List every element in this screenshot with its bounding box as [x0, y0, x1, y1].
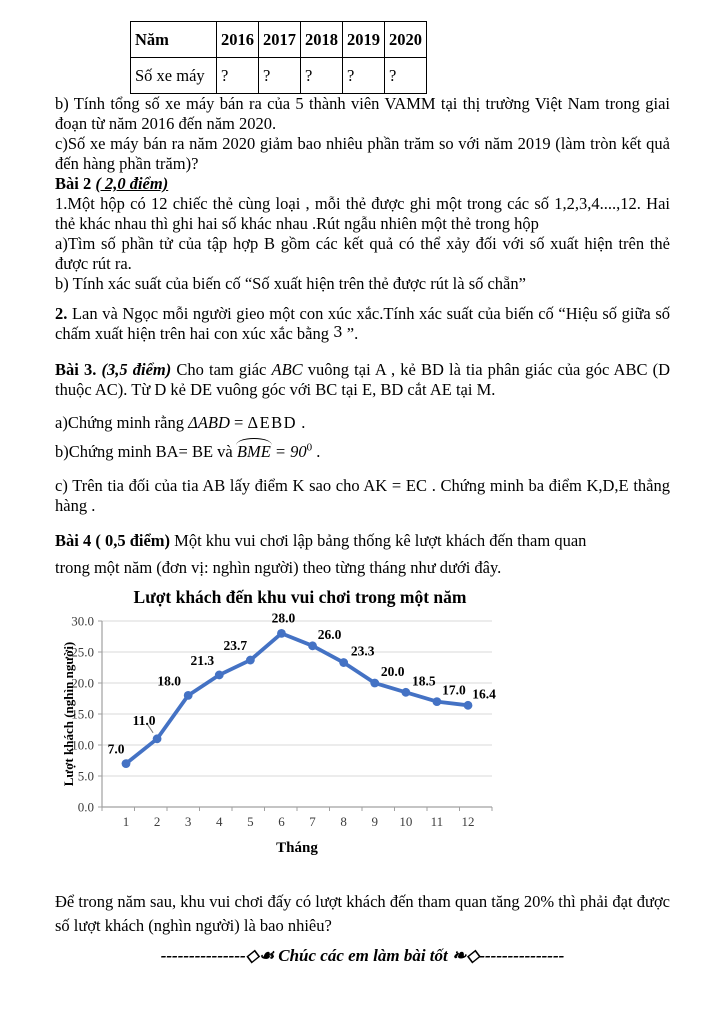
formula-triangle-ebd: ΔEBD — [247, 413, 298, 432]
question-1c-text: c)Số xe máy bán ra năm 2020 giảm bao nhiêu phần trăm so với năm 2019 (làm tròn kết quả đến hàng phần trăm)? — [55, 134, 670, 173]
y-tick-label: 30.0 — [71, 613, 94, 629]
bai3b-text — [55, 442, 670, 462]
data-point — [122, 759, 131, 768]
table-row — [131, 58, 427, 94]
x-tick-label: 10 — [399, 814, 413, 829]
bai2-heading — [55, 174, 670, 194]
data-point — [246, 656, 255, 665]
data-label: 23.7 — [223, 638, 248, 654]
question-1b-text: b) Tính tổng số xe máy bán ra của 5 thành viên VAMM tại thị trường Việt Nam trong giai đoạn từ năm 2016 đến năm 2020. — [55, 94, 670, 133]
data-label: 21.3 — [190, 652, 215, 668]
table-cell: ? — [259, 58, 301, 94]
question2-end: ”. — [342, 324, 359, 343]
bai3a-text — [55, 413, 670, 433]
y-tick-label: 0.0 — [77, 799, 94, 815]
visitor-chart-svg — [60, 585, 512, 859]
data-point — [401, 688, 410, 697]
y-tick-label: 5.0 — [77, 768, 94, 784]
question2-number: 2. — [55, 304, 68, 323]
bai2-label: Bài 2 — [55, 174, 96, 193]
chart-title: Lượt khách đến khu vui chơi trong một năm — [133, 587, 467, 607]
table-header-cell: 2018 — [301, 22, 343, 58]
degree-superscript: 0 — [306, 441, 313, 454]
footer-message: Chúc các em làm bài tốt — [273, 946, 453, 965]
bai3a-end: . — [297, 413, 306, 432]
data-line — [126, 633, 468, 763]
data-point — [277, 629, 286, 638]
footer-dashes-right: --------------- — [479, 946, 565, 965]
data-label: 16.4 — [472, 686, 496, 702]
table-header-cell: Năm — [131, 22, 217, 58]
question2-body: Lan và Ngọc mỗi người gieo một con xúc xắc.Tính xác suất của biến cố “Hiệu số giữa số chấm xuất hiện trên hai con xúc xắc bằng — [55, 304, 670, 343]
bai2-question1a-text: a)Tìm số phần tử của tập hợp B gồm các kết quả có thể xảy đối với số xuất hiện trên thẻ được rút ra. — [55, 234, 670, 273]
y-tick-label: 10.0 — [71, 737, 94, 753]
visitor-line-chart — [60, 585, 512, 864]
data-label: 17.0 — [442, 682, 466, 698]
table-cell: ? — [385, 58, 427, 94]
footer-wish-line — [55, 946, 670, 966]
x-tick-label: 6 — [278, 814, 285, 829]
x-axis-title: Tháng — [276, 840, 318, 856]
diamond-floral-left-icon: ◇☙ — [245, 946, 274, 965]
x-tick-label: 7 — [309, 814, 316, 829]
data-label: 11.0 — [132, 712, 156, 728]
triangle-abc-name: ABC — [271, 360, 303, 379]
table-cell: ? — [217, 58, 259, 94]
data-point — [308, 641, 317, 650]
bai3-text-2: vuông tại A , kẻ BD là tia phân giác của góc ABC (D thuộc AC). Từ D kẻ DE vuông góc với BC tại E, BD cắt AE tại M. — [55, 360, 671, 399]
x-tick-label: 11 — [430, 814, 444, 829]
motorbike-sales-table — [130, 21, 427, 94]
bai4-paragraph — [55, 527, 670, 581]
data-label: 18.0 — [157, 673, 181, 689]
bai3-points: (3,5 điểm) — [101, 360, 172, 379]
table-header-cell: 2016 — [217, 22, 259, 58]
data-label: 28.0 — [271, 610, 296, 626]
data-point — [215, 671, 224, 680]
x-tick-label: 8 — [340, 814, 347, 829]
x-tick-label: 5 — [247, 814, 254, 829]
bai3-text-1: Cho tam giác — [171, 360, 272, 379]
bai3-paragraph — [55, 360, 670, 400]
y-tick-label: 15.0 — [71, 706, 94, 722]
table-cell: ? — [343, 58, 385, 94]
x-tick-label: 1 — [122, 814, 130, 829]
bai2-question1b-text: b) Tính xác suất của biến cố “Số xuất hiện trên thẻ được rút là số chẵn” — [55, 274, 526, 293]
math-number-3: 3 — [333, 323, 343, 341]
bai2-question1-text: 1.Một hộp có 12 chiếc thẻ cùng loại , mỗi thẻ được ghi một trong các số 1,2,3,4....,12. Hai thẻ khác nhau thì ghi hai số khác nhau .Rút ngẫu nhiên một thẻ trong hộp — [55, 194, 670, 233]
data-label: 18.5 — [412, 673, 436, 689]
bai2-points: ( 2,0 điểm) — [95, 174, 169, 193]
data-point — [370, 679, 379, 688]
x-tick-label: 12 — [461, 814, 475, 829]
floral-diamond-right-icon: ❧◇ — [452, 946, 480, 965]
closing-question-text: Để trong năm sau, khu vui chơi đấy có lượt khách đến tham quan tăng 20% thì phải đạt được số lượt khách (nghìn người) là bao nhiêu? — [55, 892, 670, 935]
y-tick-label: 25.0 — [71, 644, 94, 660]
data-point — [433, 697, 442, 706]
bai4-text-2: trong một năm (đơn vị: nghìn người) theo từng tháng như dưới đây. — [55, 558, 502, 577]
equals-90: = 90 — [270, 442, 307, 461]
table-cell: Số xe máy — [131, 58, 217, 94]
data-point — [153, 734, 162, 743]
bai3b-lead: b)Chứng minh BA= BE và — [55, 442, 237, 461]
table-cell: ? — [301, 58, 343, 94]
bai4-text-1: Một khu vui chơi lập bảng thống kê lượt khách đến tham quan — [170, 531, 587, 550]
table-header-cell: 2017 — [259, 22, 301, 58]
x-tick-label: 9 — [371, 814, 378, 829]
bai2-question2-text — [55, 304, 670, 344]
y-axis-title: Lượt khách (nghìn người) — [61, 641, 76, 787]
x-tick-label: 2 — [153, 814, 161, 829]
data-point — [339, 658, 348, 667]
bai3c-text: c) Trên tia đối của tia AB lấy điểm K sao cho AK = EC . Chứng minh ba điểm K,D,E thẳng hàng . — [55, 476, 670, 515]
x-tick-label: 3 — [184, 814, 192, 829]
bai4-label: Bài 4 ( 0,5 điểm) — [55, 531, 171, 550]
table-header-cell: 2019 — [343, 22, 385, 58]
formula-triangle-abd: ΔABD — [188, 413, 230, 432]
data-point — [184, 691, 193, 700]
table-header-row — [131, 22, 427, 58]
bai3-label: Bài 3. — [55, 360, 102, 379]
angle-bme-formula: BME — [236, 442, 271, 461]
footer-dashes-left: --------------- — [160, 946, 246, 965]
bai3a-lead: a)Chứng minh rằng — [55, 413, 189, 432]
data-label: 20.0 — [380, 664, 405, 679]
data-label: 23.3 — [350, 643, 375, 659]
bai3b-end: . — [312, 442, 321, 461]
y-tick-label: 20.0 — [71, 675, 94, 691]
x-tick-label: 4 — [216, 814, 223, 829]
data-label: 26.0 — [317, 626, 342, 642]
data-point — [464, 701, 473, 710]
equals-sign: = — [229, 413, 248, 432]
data-label: 7.0 — [107, 741, 125, 757]
table-header-cell: 2020 — [385, 22, 427, 58]
